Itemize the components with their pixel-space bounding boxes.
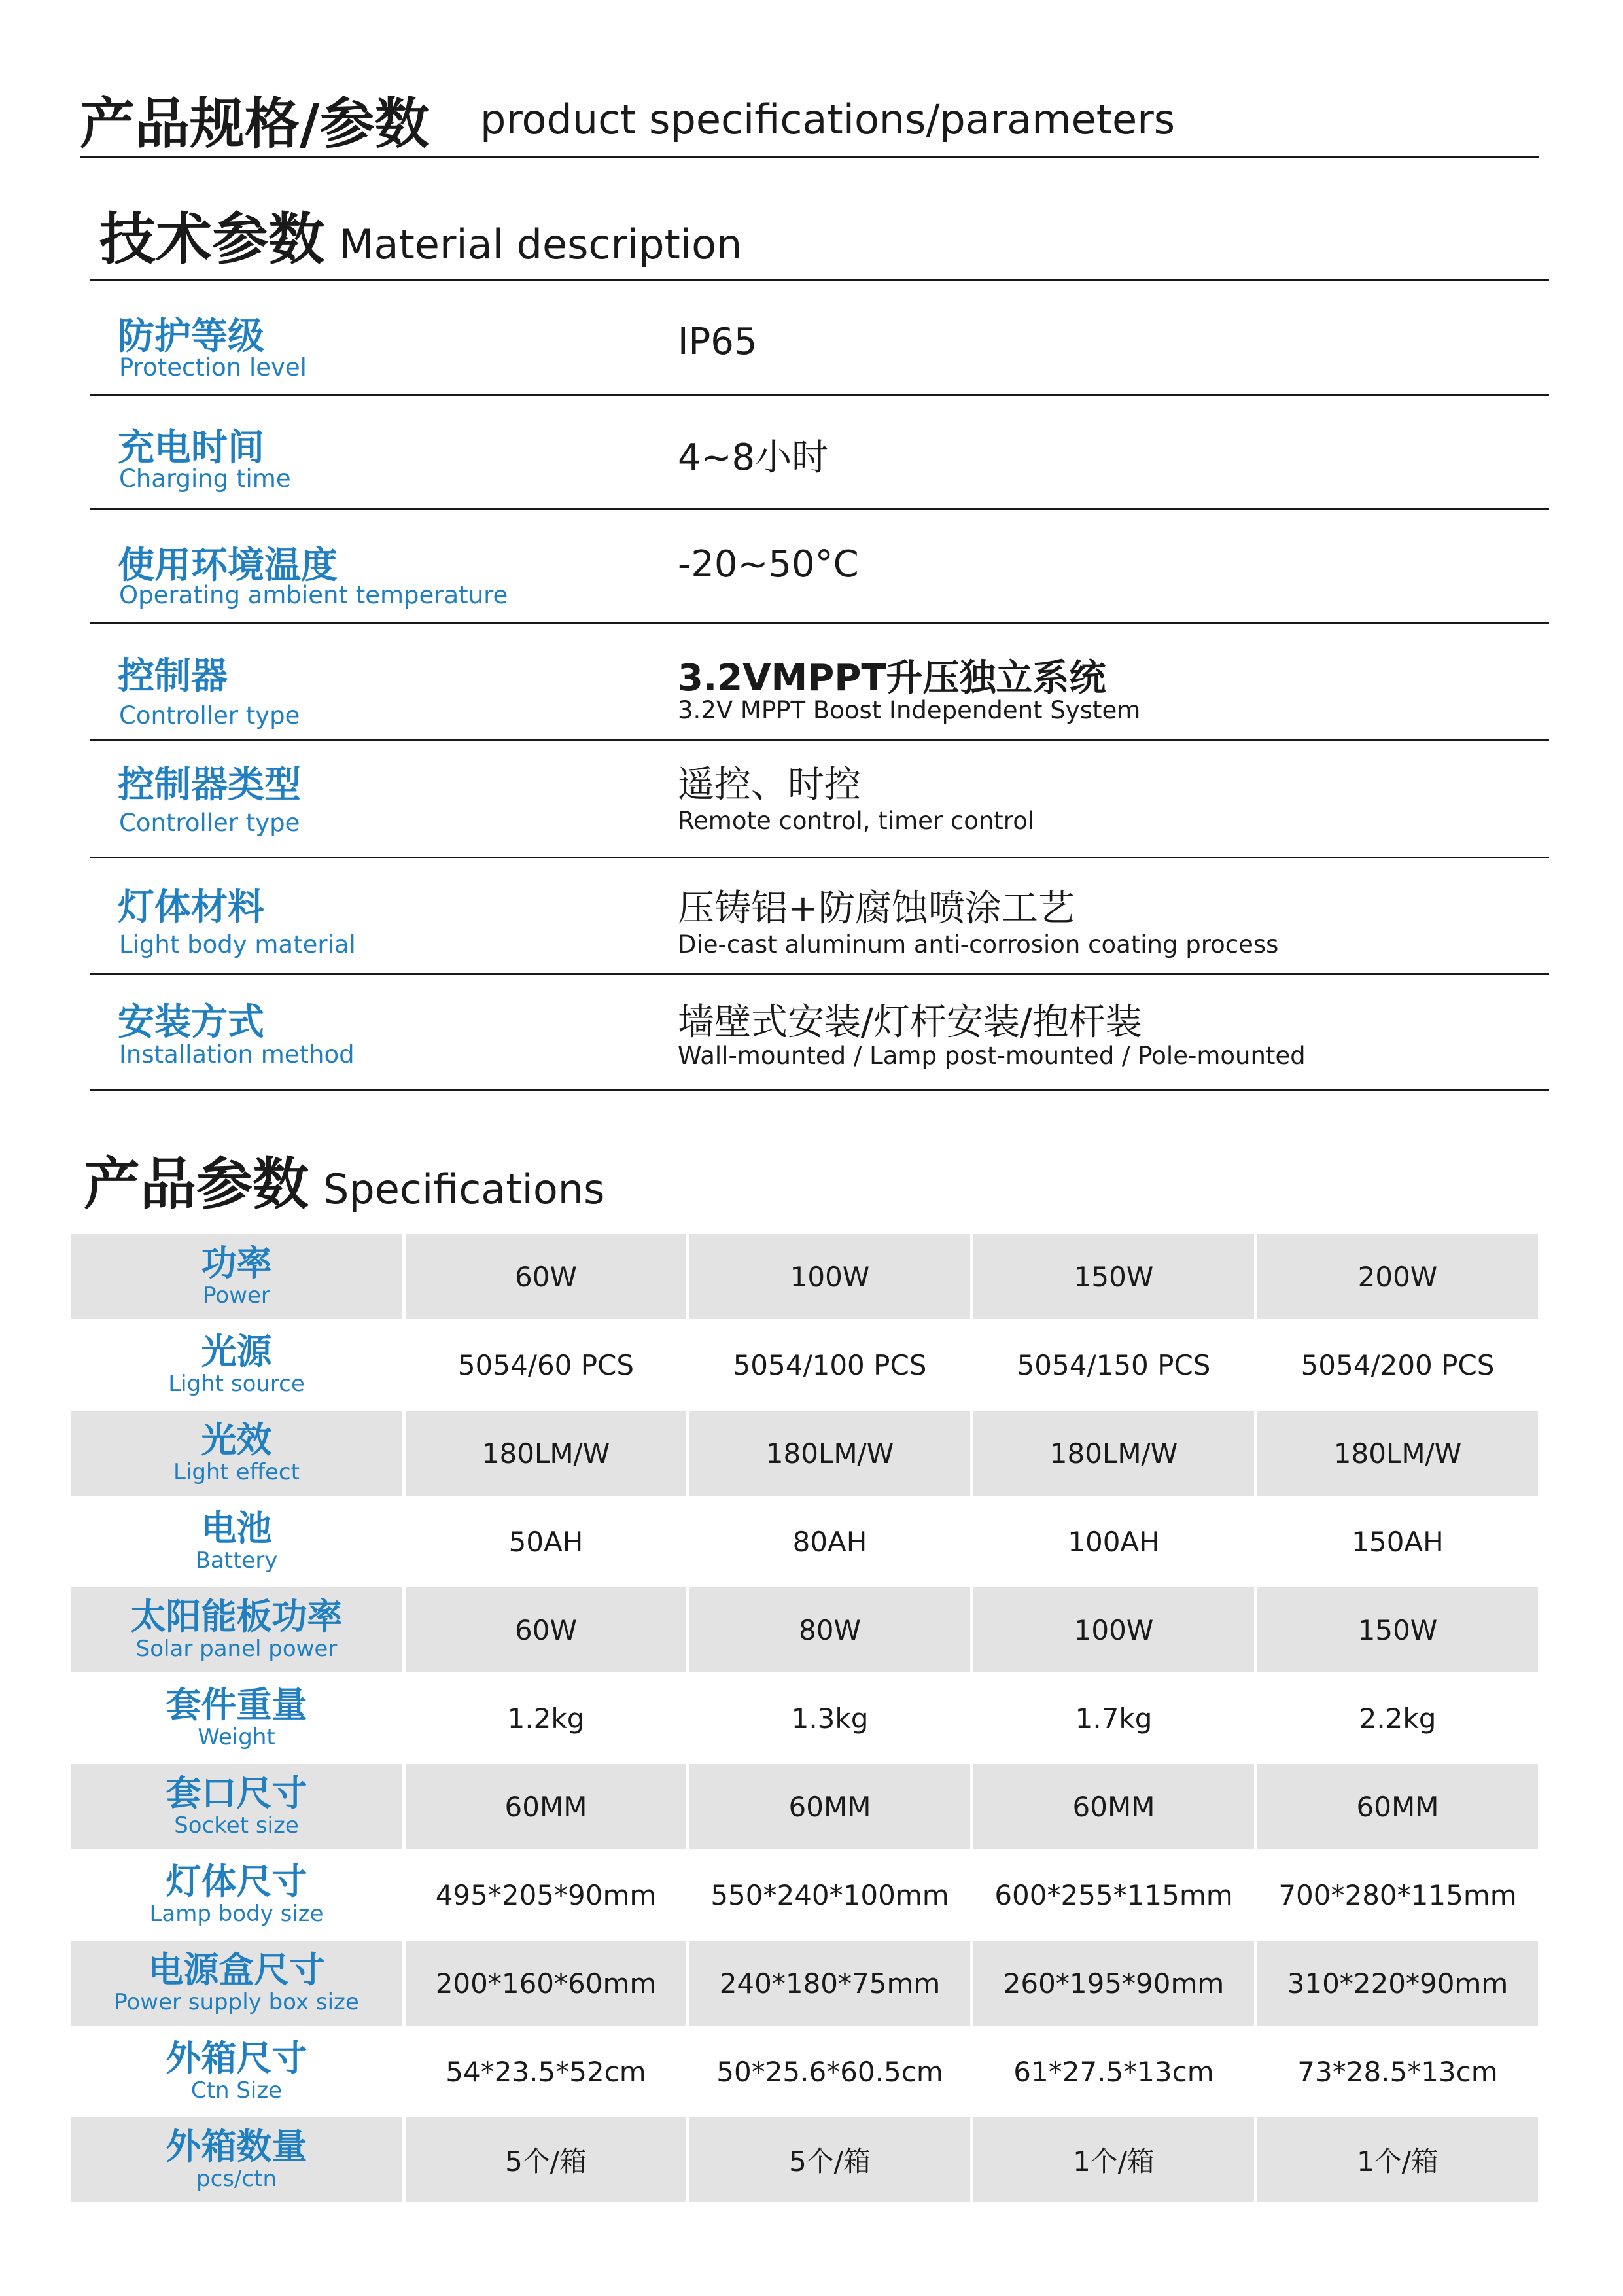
spec-table	[71, 1234, 1539, 2206]
spec-label-en: pcs/ctn	[196, 2166, 277, 2193]
spec-row	[71, 1764, 1539, 1849]
spec-cell: 5054/150 PCS	[1017, 1349, 1211, 1381]
spec-cell: 50*25.6*60.5cm	[716, 2055, 943, 2088]
spec-cell: 310*220*90mm	[1257, 1941, 1538, 2026]
spec-label-en: Socket size	[174, 1812, 299, 1839]
spec-cell: 5个/箱	[689, 2117, 970, 2202]
material-row	[90, 975, 1549, 1091]
spec-row-label	[71, 1941, 402, 2026]
material-value: 3.2VMPPT升压独立系统	[678, 657, 1106, 699]
spec-cell: 54*23.5*52cm	[445, 2055, 646, 2088]
material-row	[90, 396, 1549, 510]
material-label-zh: 充电时间	[118, 427, 264, 469]
spec-label-en: Light source	[168, 1371, 305, 1398]
material-value: 遥控、时控	[678, 764, 861, 806]
spec-cell: 5054/60 PCS	[457, 1349, 635, 1381]
spec-row	[71, 1941, 1539, 2026]
spec-label-zh: 功率	[201, 1242, 272, 1284]
spec-title-en: Specifications	[323, 1165, 605, 1213]
spec-row-label	[71, 1234, 402, 1319]
material-row	[90, 858, 1549, 975]
spec-cell: 550*240*100mm	[710, 1879, 949, 1911]
spec-cell: 2.2kg	[1359, 1702, 1437, 1735]
material-value: -20~50°C	[678, 543, 859, 586]
spec-row	[71, 2029, 1539, 2114]
page-header	[80, 71, 1539, 158]
spec-label-en: Weight	[198, 1724, 275, 1751]
spec-label-zh: 套口尺寸	[166, 1772, 307, 1814]
material-row	[90, 624, 1549, 741]
spec-cell: 260*195*90mm	[973, 1941, 1254, 2026]
spec-cell: 1.2kg	[507, 1702, 585, 1735]
spec-row-label	[71, 1676, 402, 1761]
spec-cell: 600*255*115mm	[994, 1879, 1233, 1911]
spec-cell: 80AH	[792, 1525, 867, 1558]
spec-cell: 200*160*60mm	[406, 1941, 686, 2026]
spec-cell: 150W	[1257, 1587, 1538, 1672]
spec-cell: 100W	[973, 1587, 1254, 1672]
spec-cell: 180LM/W	[689, 1411, 970, 1496]
material-label-zh: 防护等级	[118, 315, 264, 358]
spec-cell: 60W	[406, 1587, 686, 1672]
spec-row-label	[71, 2029, 402, 2114]
spec-cell: 200W	[1257, 1234, 1538, 1319]
spec-label-zh: 套件重量	[166, 1684, 307, 1725]
spec-row-label	[71, 1322, 402, 1407]
spec-label-zh: 外箱数量	[166, 2125, 307, 2167]
spec-row	[71, 1587, 1539, 1672]
spec-cell: 5054/200 PCS	[1300, 1349, 1495, 1381]
spec-cell: 1个/箱	[1257, 2117, 1538, 2202]
material-label-en: Light body material	[119, 930, 356, 959]
spec-cell: 180LM/W	[1257, 1411, 1538, 1496]
spec-label-zh: 光源	[201, 1330, 272, 1372]
material-label-zh: 控制器类型	[118, 764, 301, 806]
material-value: 墙壁式安装/灯杆安装/抱杆装	[678, 1001, 1142, 1044]
spec-cell: 60MM	[973, 1764, 1254, 1849]
material-title-zh: 技术参数	[99, 207, 324, 272]
spec-label-en: Light effect	[173, 1459, 300, 1486]
spec-cell: 60MM	[406, 1764, 686, 1849]
spec-row	[71, 1676, 1539, 1761]
spec-cell: 50AH	[508, 1525, 584, 1558]
material-value: 4~8小时	[678, 436, 829, 479]
material-label-en: Protection level	[119, 353, 307, 381]
spec-cell: 100AH	[1068, 1525, 1160, 1558]
material-value: 压铸铝+防腐蚀喷涂工艺	[678, 887, 1075, 930]
spec-row	[71, 1234, 1539, 1319]
spec-cell: 73*28.5*13cm	[1297, 2055, 1498, 2088]
spec-cell: 180LM/W	[406, 1411, 686, 1496]
spec-row-label	[71, 1587, 402, 1672]
spec-cell: 180LM/W	[973, 1411, 1254, 1496]
spec-row-label	[71, 1411, 402, 1496]
spec-cell: 700*280*115mm	[1278, 1879, 1517, 1911]
spec-section-title	[84, 1139, 604, 1220]
material-label-en: Operating ambient temperature	[119, 581, 508, 609]
spec-label-en: Ctn Size	[190, 2077, 283, 2104]
material-label-zh: 控制器	[118, 655, 228, 698]
spec-cell: 5054/100 PCS	[733, 1349, 927, 1381]
material-table	[90, 279, 1549, 1091]
material-row	[90, 510, 1549, 624]
spec-label-en: Solar panel power	[135, 1636, 338, 1663]
spec-cell: 1个/箱	[973, 2117, 1254, 2202]
spec-cell: 1.7kg	[1075, 1702, 1153, 1735]
spec-cell: 495*205*90mm	[435, 1879, 657, 1911]
spec-row	[71, 1411, 1539, 1496]
material-value-sub: Remote control, timer control	[678, 807, 1035, 835]
material-value-sub: Wall-mounted / Lamp post-mounted / Pole-mounted	[678, 1042, 1306, 1070]
spec-row	[71, 1499, 1539, 1584]
spec-label-zh: 光效	[201, 1419, 272, 1460]
spec-label-zh: 太阳能板功率	[130, 1595, 343, 1637]
material-value: IP65	[678, 321, 758, 363]
spec-cell: 60W	[406, 1234, 686, 1319]
spec-cell: 150W	[973, 1234, 1254, 1319]
spec-label-zh: 电源盒尺寸	[148, 1949, 325, 1990]
spec-cell: 60MM	[1257, 1764, 1538, 1849]
spec-row-label	[71, 1499, 402, 1584]
material-value-sub: 3.2V MPPT Boost Independent System	[678, 696, 1141, 724]
spec-cell: 80W	[689, 1587, 970, 1672]
material-label-zh: 使用环境温度	[118, 544, 338, 587]
material-label-zh: 安装方式	[118, 1001, 264, 1044]
spec-cell: 61*27.5*13cm	[1013, 2055, 1214, 2088]
spec-label-en: Power	[203, 1282, 270, 1309]
material-label-en: Installation method	[119, 1040, 355, 1069]
material-row	[90, 741, 1549, 858]
spec-row-label	[71, 1764, 402, 1849]
spec-label-en: Battery	[195, 1547, 278, 1574]
spec-row	[71, 2117, 1539, 2202]
page-title-zh: 产品规格/参数	[80, 92, 430, 156]
material-label-en: Controller type	[119, 809, 300, 837]
spec-label-en: Lamp body size	[149, 1901, 324, 1928]
spec-row	[71, 1852, 1539, 1937]
page-title-en: product specifications/parameters	[480, 96, 1175, 143]
spec-row-label	[71, 1852, 402, 1937]
material-label-en: Controller type	[119, 701, 300, 730]
spec-row	[71, 1322, 1539, 1407]
material-row	[90, 281, 1549, 396]
spec-label-zh: 外箱尺寸	[166, 2037, 307, 2079]
spec-label-zh: 电池	[201, 1507, 272, 1549]
material-title-en: Material description	[339, 221, 742, 268]
spec-cell: 150AH	[1352, 1525, 1444, 1558]
spec-title-zh: 产品参数	[84, 1152, 309, 1217]
spec-label-zh: 灯体尺寸	[166, 1860, 307, 1902]
material-value-sub: Die-cast aluminum anti-corrosion coating process	[678, 930, 1279, 959]
spec-row-label	[71, 2117, 402, 2202]
spec-cell: 1.3kg	[791, 1702, 869, 1735]
spec-cell: 60MM	[689, 1764, 970, 1849]
material-section-title	[99, 194, 742, 275]
spec-label-en: Power supply box size	[114, 1989, 359, 2016]
spec-cell: 5个/箱	[406, 2117, 686, 2202]
spec-cell: 100W	[689, 1234, 970, 1319]
spec-cell: 240*180*75mm	[689, 1941, 970, 2026]
material-label-zh: 灯体材料	[118, 886, 264, 928]
material-label-en: Charging time	[119, 465, 291, 493]
